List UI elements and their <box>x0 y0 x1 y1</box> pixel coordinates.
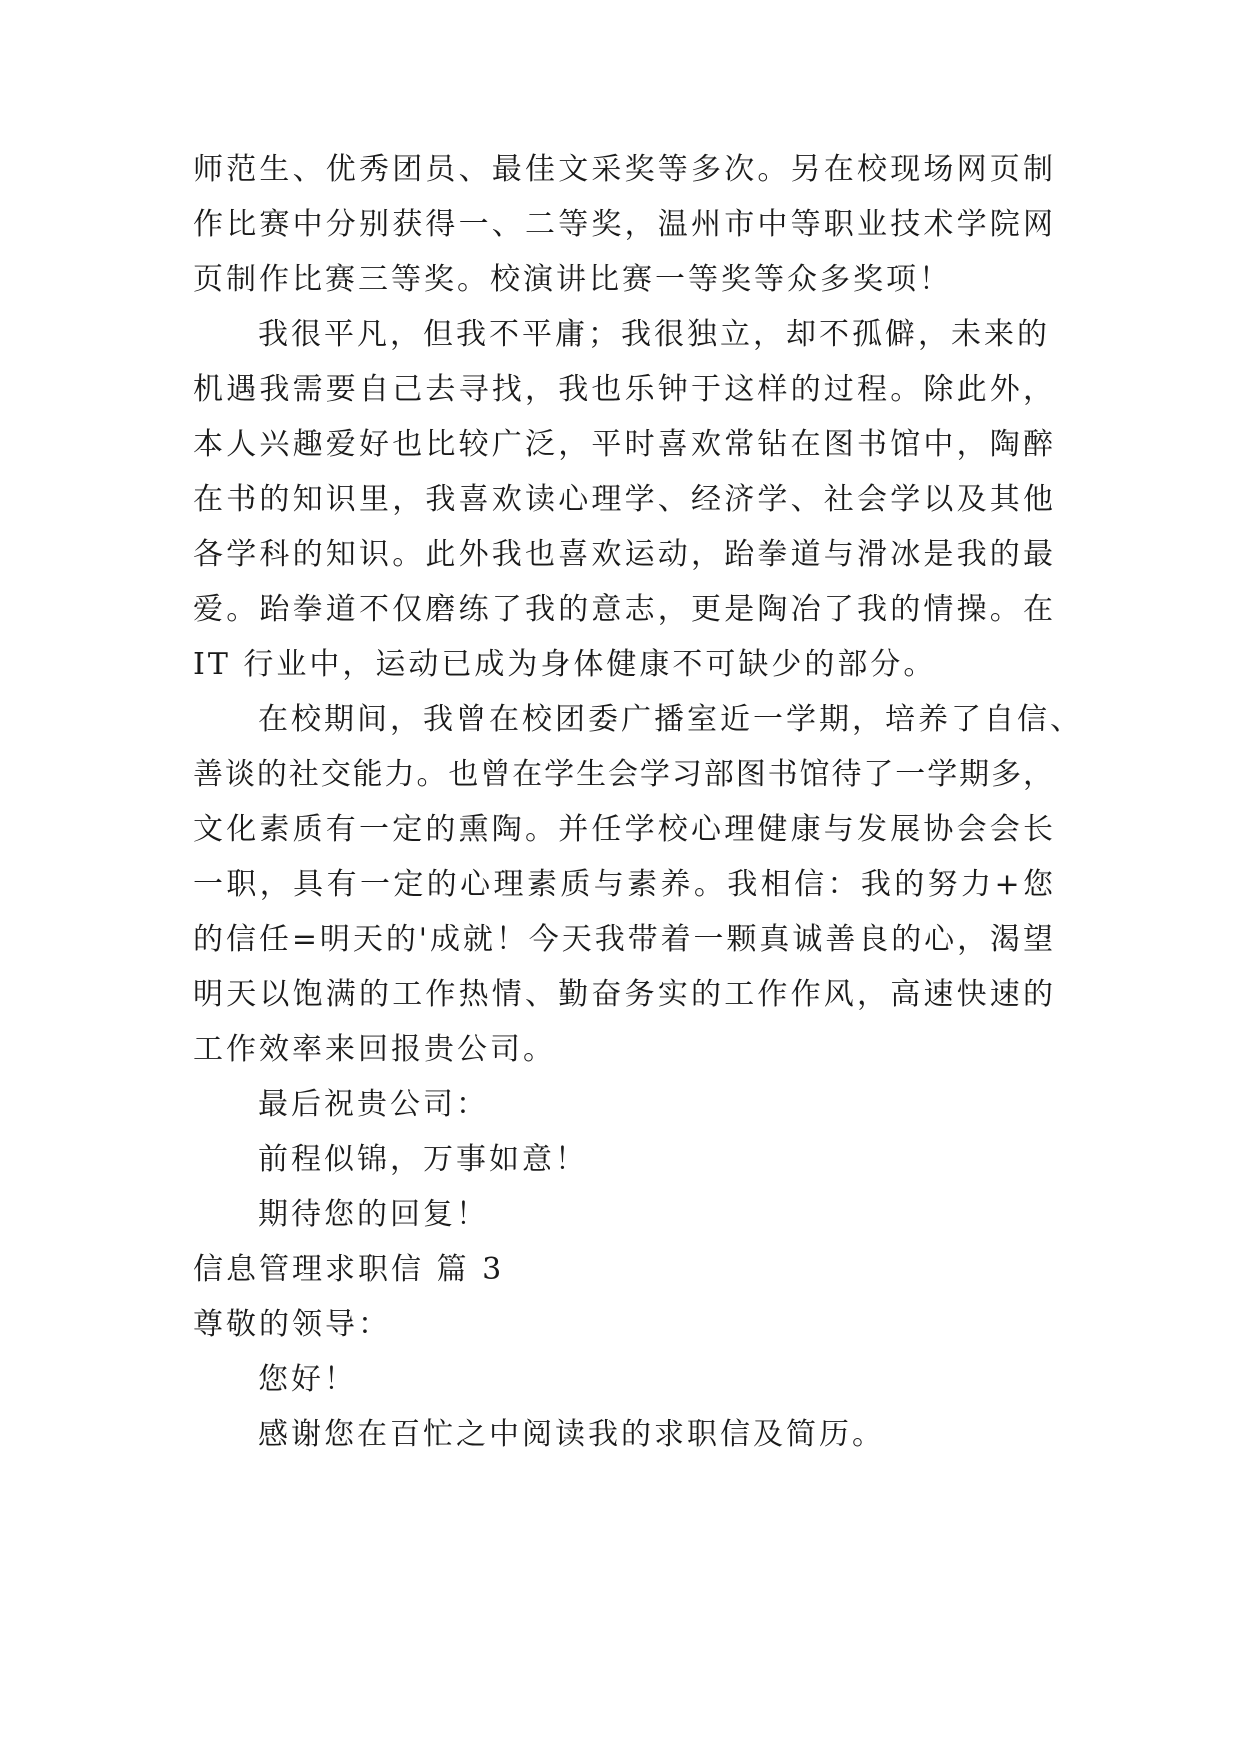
paragraph-line: 页制作比赛三等奖。校演讲比赛一等奖等众多奖项！ <box>193 262 952 297</box>
paragraph-line: 的信任=明天的'成就！今天我带着一颗真诚善良的心，渴望 <box>193 922 1053 957</box>
paragraph-line: 工作效率来回报贵公司。 <box>193 1032 556 1067</box>
paragraph-line: 我很平凡，但我不平庸；我很独立，却不孤僻，未来的 <box>258 317 1050 352</box>
paragraph-line: 作比赛中分别获得一、二等奖，温州市中等职业技术学院网 <box>193 207 1053 242</box>
paragraph-line: 文化素质有一定的熏陶。并任学校心理健康与发展协会会长 <box>193 812 1053 847</box>
closing-line: 最后祝贵公司： <box>258 1087 489 1122</box>
paragraph-line: 各学科的知识。此外我也喜欢运动，跆拳道与滑冰是我的最 <box>193 537 1053 572</box>
paragraph-line: 善谈的社交能力。也曾在学生会学习部图书馆待了一学期多， <box>193 757 1053 792</box>
paragraph-line: 在校期间，我曾在校团委广播室近一学期，培养了自信、 <box>258 702 1083 737</box>
closing-line: 期待您的回复！ <box>258 1197 489 1232</box>
paragraph-line: 感谢您在百忙之中阅读我的求职信及简历。 <box>258 1417 885 1452</box>
paragraph-line: 一职，具有一定的心理素质与素养。我相信：我的努力+您 <box>193 867 1053 902</box>
salutation: 尊敬的领导： <box>193 1307 391 1342</box>
paragraph-line: 明天以饱满的工作热情、勤奋务实的工作作风，高速快速的 <box>193 977 1053 1012</box>
closing-line: 前程似锦，万事如意！ <box>258 1142 588 1177</box>
paragraph-line: IT 行业中，运动已成为身体健康不可缺少的部分。 <box>193 647 937 682</box>
paragraph-line: 在书的知识里，我喜欢读心理学、经济学、社会学以及其他 <box>193 482 1053 517</box>
paragraph-line: 本人兴趣爱好也比较广泛，平时喜欢常钻在图书馆中，陶醉 <box>193 427 1053 462</box>
paragraph-line: 师范生、优秀团员、最佳文采奖等多次。另在校现场网页制 <box>193 152 1053 187</box>
paragraph-line: 机遇我需要自己去寻找，我也乐钟于这样的过程。除此外， <box>193 372 1053 407</box>
greeting: 您好！ <box>258 1362 357 1397</box>
paragraph-line: 爱。跆拳道不仅磨练了我的意志，更是陶冶了我的情操。在 <box>193 592 1053 627</box>
section-title: 信息管理求职信 篇 3 <box>193 1252 505 1287</box>
